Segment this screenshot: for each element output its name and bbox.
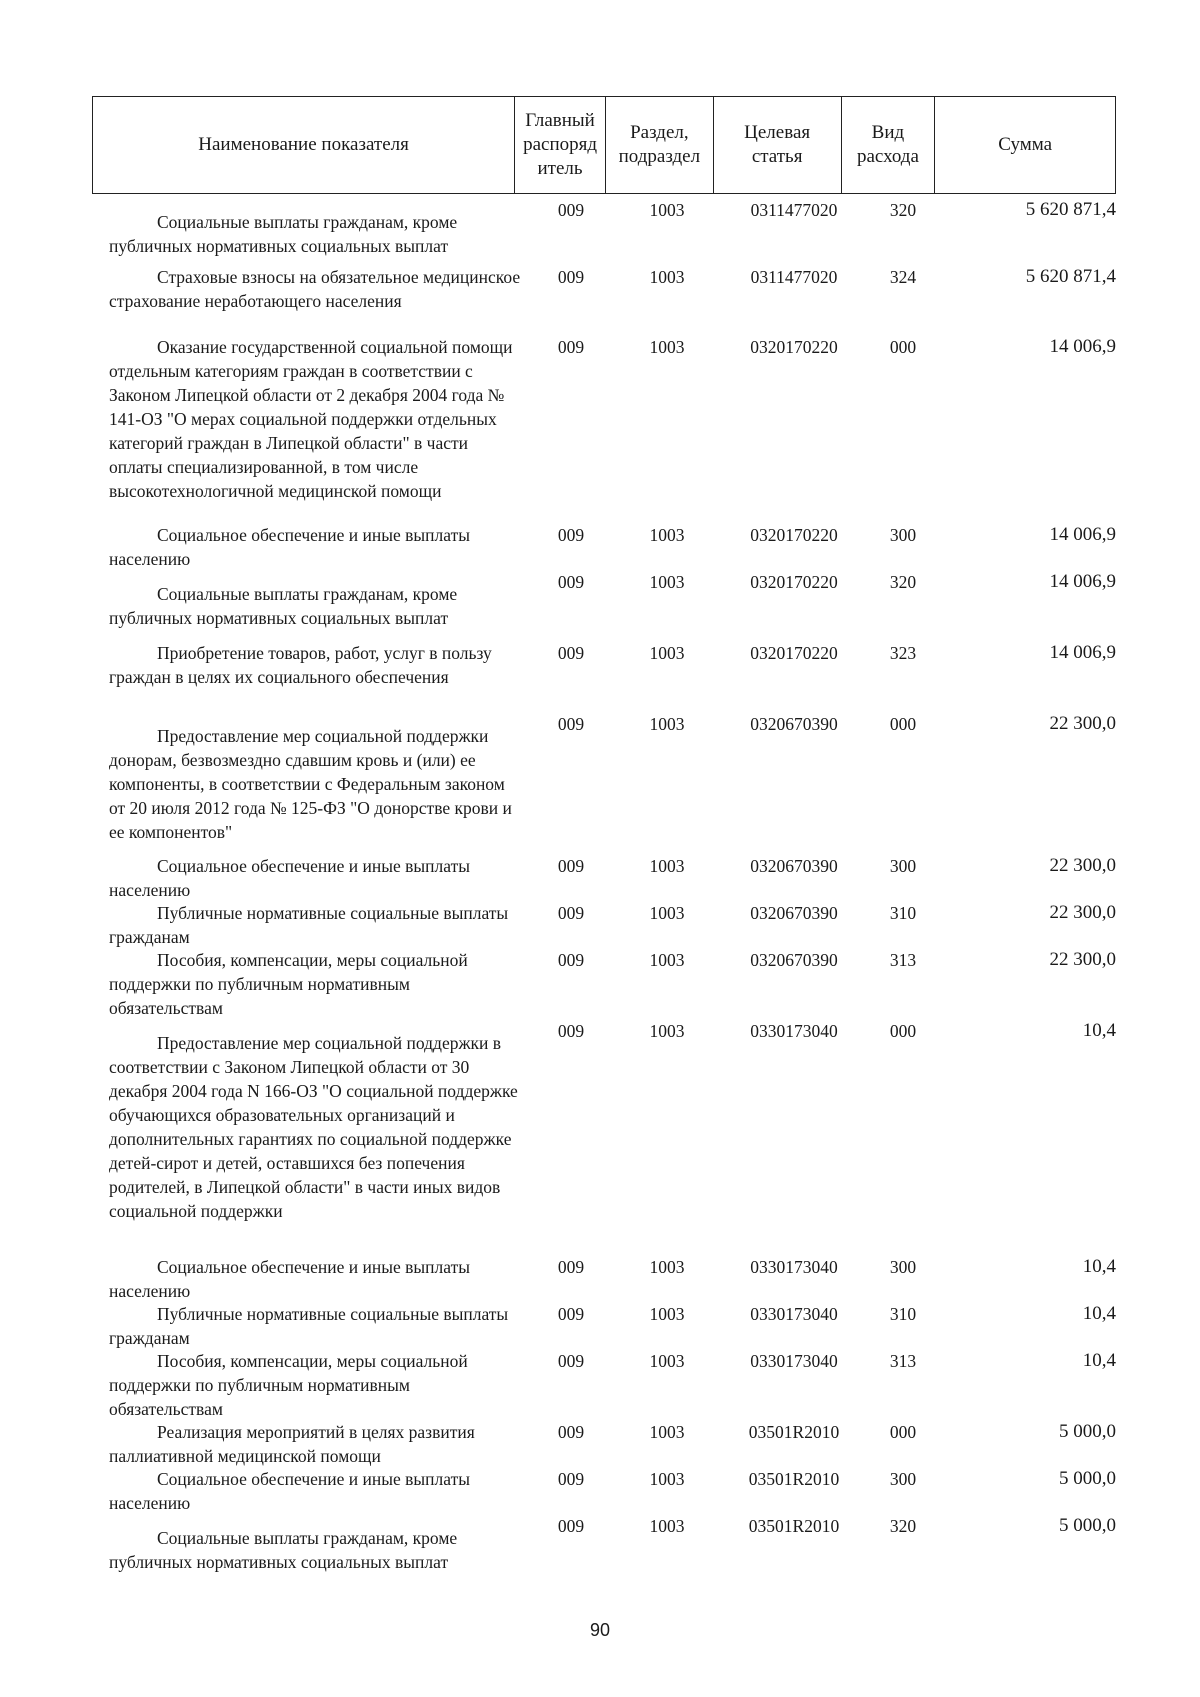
row-cs: 0320670390 <box>750 903 838 923</box>
table-header <box>92 96 1116 194</box>
row-grbs: 009 <box>557 1469 585 1489</box>
row-razdel: 1003 <box>649 643 685 663</box>
row-cs: 03501R2010 <box>748 1516 840 1536</box>
row-cs: 0330173040 <box>750 1021 838 1041</box>
row-razdel: 1003 <box>649 525 685 545</box>
row-grbs: 009 <box>557 714 585 734</box>
page-number: 90 <box>589 1620 611 1640</box>
row-name: Социальные выплаты гражданам, кроме публичных нормативных социальных выплат <box>109 1528 458 1572</box>
row-cs: 0311477020 <box>750 200 838 220</box>
row-name: Социальное обеспечение и иные выплаты населению <box>109 525 471 569</box>
row-sum: 5 620 871,4 <box>1025 199 1116 220</box>
row-razdel: 1003 <box>649 1516 685 1536</box>
row-name: Социальные выплаты гражданам, кроме публичных нормативных социальных выплат <box>109 212 458 256</box>
row-name: Пособия, компенсации, меры социальной поддержки по публичным нормативным обязательствам <box>109 950 468 1018</box>
row-grbs: 009 <box>557 1516 585 1536</box>
row-cs: 0330173040 <box>750 1257 838 1277</box>
row-sum: 14 006,9 <box>1049 571 1116 592</box>
row-sum: 22 300,0 <box>1049 713 1116 734</box>
row-grbs: 009 <box>557 1351 585 1371</box>
row-sum: 5 000,0 <box>1059 1468 1116 1489</box>
row-sum: 5 620 871,4 <box>1025 266 1116 287</box>
row-cs: 0311477020 <box>750 267 838 287</box>
row-name: Реализация мероприятий в целях развития паллиативной медицинской помощи <box>109 1422 475 1466</box>
row-cs: 0320170220 <box>750 337 838 357</box>
row-razdel: 1003 <box>649 903 685 923</box>
row-vr: 300 <box>889 1469 917 1489</box>
row-vr: 310 <box>889 1304 917 1324</box>
row-cs: 0330173040 <box>750 1351 838 1371</box>
row-razdel: 1003 <box>649 1304 685 1324</box>
row-cs: 0330173040 <box>750 1304 838 1324</box>
row-vr: 000 <box>889 1021 917 1041</box>
row-vr: 300 <box>889 856 917 876</box>
row-cs: 03501R2010 <box>748 1422 840 1442</box>
row-name: Социальное обеспечение и иные выплаты населению <box>109 856 471 900</box>
row-name: Приобретение товаров, работ, услуг в пользу граждан в целях их социального обеспечения <box>109 643 492 687</box>
header-grbs: Главный распоряд итель <box>515 97 606 193</box>
row-cs: 0320170220 <box>750 643 838 663</box>
row-sum: 10,4 <box>1082 1020 1116 1041</box>
row-name: Публичные нормативные социальные выплаты гражданам <box>109 903 509 947</box>
row-razdel: 1003 <box>649 1351 685 1371</box>
row-grbs: 009 <box>557 1021 585 1041</box>
row-razdel: 1003 <box>649 1422 685 1442</box>
row-vr: 313 <box>889 1351 917 1371</box>
row-sum: 22 300,0 <box>1049 902 1116 923</box>
row-vr: 320 <box>889 200 917 220</box>
row-name: Социальное обеспечение и иные выплаты населению <box>109 1469 471 1513</box>
row-sum: 5 000,0 <box>1059 1515 1116 1536</box>
row-razdel: 1003 <box>649 1257 685 1277</box>
row-razdel: 1003 <box>649 714 685 734</box>
row-grbs: 009 <box>557 1422 585 1442</box>
row-grbs: 009 <box>557 337 585 357</box>
row-vr: 300 <box>889 1257 917 1277</box>
header-name: Наименование показателя <box>93 97 515 193</box>
row-vr: 300 <box>889 525 917 545</box>
row-vr: 310 <box>889 903 917 923</box>
row-name: Страховые взносы на обязательное медицинское страхование неработающего населения <box>109 267 521 311</box>
row-name: Пособия, компенсации, меры социальной поддержки по публичным нормативным обязательствам <box>109 1351 468 1419</box>
header-cs: Целевая статья <box>714 97 842 193</box>
row-grbs: 009 <box>557 950 585 970</box>
row-name: Предоставление мер социальной поддержки донорам, безвозмездно сдавшим кровь и (или) ее компоненты, в соответствии с Федеральным законом от 20 июля 2012 года № 125-ФЗ "О донорстве крови и ее компонентов" <box>109 726 512 842</box>
row-vr: 000 <box>889 337 917 357</box>
row-sum: 10,4 <box>1082 1350 1116 1371</box>
row-razdel: 1003 <box>649 856 685 876</box>
row-cs: 0320670390 <box>750 714 838 734</box>
row-razdel: 1003 <box>649 1021 685 1041</box>
row-sum: 22 300,0 <box>1049 949 1116 970</box>
header-sum: Сумма <box>998 134 1053 155</box>
row-vr: 000 <box>889 714 917 734</box>
row-sum: 22 300,0 <box>1049 855 1116 876</box>
row-grbs: 009 <box>557 267 585 287</box>
row-name: Социальные выплаты гражданам, кроме публичных нормативных социальных выплат <box>109 584 458 628</box>
row-razdel: 1003 <box>649 572 685 592</box>
row-razdel: 1003 <box>649 950 685 970</box>
row-vr: 000 <box>889 1422 917 1442</box>
row-sum: 14 006,9 <box>1049 336 1116 357</box>
row-grbs: 009 <box>557 200 585 220</box>
row-grbs: 009 <box>557 856 585 876</box>
row-vr: 323 <box>889 643 917 663</box>
row-cs: 0320170220 <box>750 525 838 545</box>
row-grbs: 009 <box>557 572 585 592</box>
row-name: Предоставление мер социальной поддержки в соответствии с Законом Липецкой области от 30 декабря 2004 года N 166-ОЗ "О социальной поддержке обучающихся образовательных организаций и дополнительных гарантиях по социальной поддержке детей-сирот и детей, оставшихся без попечения родителей, в Липецкой области" в части иных видов социальной поддержки <box>109 1033 518 1221</box>
row-vr: 324 <box>889 267 917 287</box>
row-cs: 0320170220 <box>750 572 838 592</box>
row-razdel: 1003 <box>649 337 685 357</box>
row-grbs: 009 <box>557 1257 585 1277</box>
row-cs: 0320670390 <box>750 856 838 876</box>
row-sum: 14 006,9 <box>1049 524 1116 545</box>
row-sum: 10,4 <box>1082 1303 1116 1324</box>
row-grbs: 009 <box>557 525 585 545</box>
row-name: Социальное обеспечение и иные выплаты населению <box>109 1257 471 1301</box>
row-sum: 5 000,0 <box>1059 1421 1116 1442</box>
row-cs: 03501R2010 <box>748 1469 840 1489</box>
header-vr: Вид расхода <box>842 97 936 193</box>
row-name: Оказание государственной социальной помощи отдельным категориям граждан в соответствии с Законом Липецкой области от 2 декабря 2004 года № 141-ОЗ "О мерах социальной поддержки отдельных категорий граждан в Липецкой области" в части оплаты специализированной, в том числе высокотехнологичной медицинской помощи <box>109 337 513 501</box>
row-sum: 14 006,9 <box>1049 642 1116 663</box>
row-vr: 320 <box>889 572 917 592</box>
row-grbs: 009 <box>557 643 585 663</box>
row-vr: 320 <box>889 1516 917 1536</box>
row-cs: 0320670390 <box>750 950 838 970</box>
row-sum: 10,4 <box>1082 1256 1116 1277</box>
row-name: Публичные нормативные социальные выплаты гражданам <box>109 1304 509 1348</box>
row-razdel: 1003 <box>649 200 685 220</box>
row-razdel: 1003 <box>649 1469 685 1489</box>
row-grbs: 009 <box>557 903 585 923</box>
row-grbs: 009 <box>557 1304 585 1324</box>
header-razdel: Раздел, подраздел <box>606 97 714 193</box>
row-razdel: 1003 <box>649 267 685 287</box>
row-vr: 313 <box>889 950 917 970</box>
